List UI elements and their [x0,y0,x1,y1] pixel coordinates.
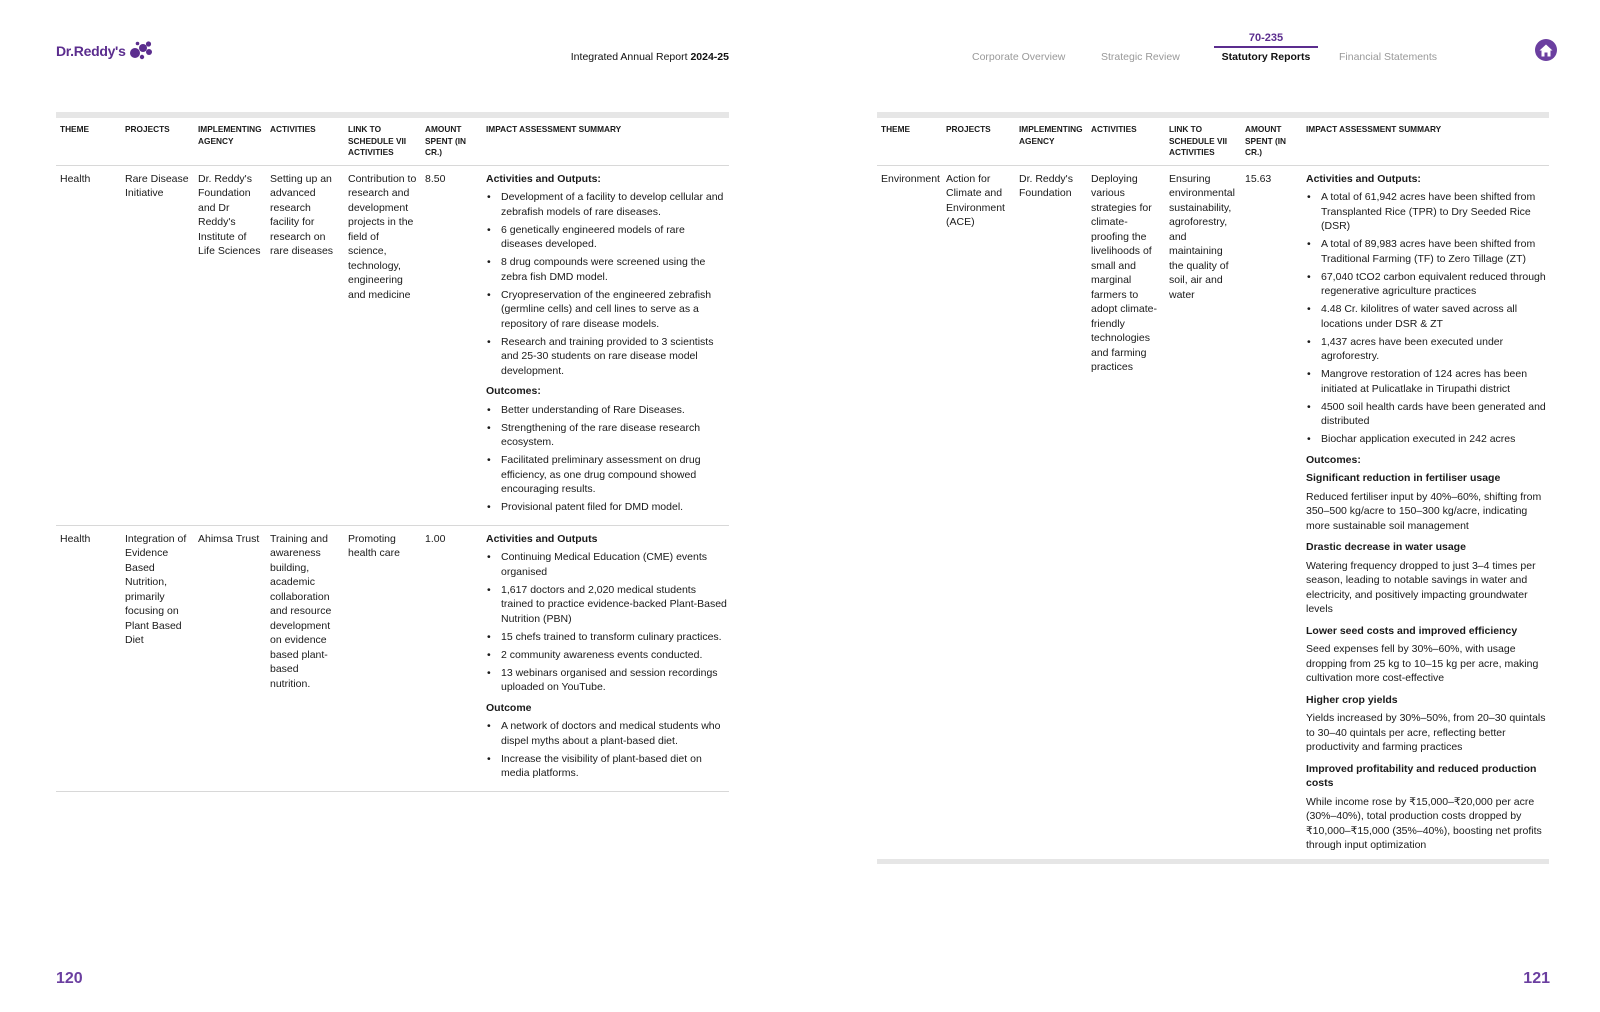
impact-section-title: Outcomes: [486,385,541,397]
list-item: • 4.48 Cr. kilolitres of water saved across all locations under DSR & ZT [1306,302,1547,331]
impact-list [486,190,727,378]
col-impact: IMPACT ASSESSMENT SUMMARY [482,118,729,165]
cell-amount: 8.50 [421,165,482,525]
list-item: • Cryopreservation of the engineered zebrafish (germline cells) and cell lines to serve as a repository of rare disease models. [486,288,727,332]
col-theme: THEME [877,118,942,165]
list-item: • 15 chefs trained to transform culinary practices. [486,630,727,645]
impact-list [486,403,727,515]
csr-table-right [877,112,1549,864]
impact-section-title: Activities and Outputs: [1306,172,1421,185]
report-title: Integrated Annual Report 2024-25 [570,51,729,63]
impact-list [486,719,727,781]
cell-project: Rare Disease Initiative [121,165,194,525]
list-item: • A total of 61,942 acres have been shifted from Transplanted Rice (TPR) to Dry Seeded Rice (DSR) [1306,190,1547,234]
col-projects: PROJECTS [942,118,1015,165]
col-agency: IMPLEMENTING AGENCY [194,118,266,165]
list-item: • Provisional patent filed for DMD model. [486,500,727,515]
outcome-heading: Lower seed costs and improved efficiency [1306,624,1518,637]
outcome-text: Yields increased by 30%–50%, from 20–30 quintals to 30–40 quintals per acre, reflecting better productivity and farming practices [1306,712,1546,753]
impact-section-title: Activities and Outputs: [486,172,601,185]
list-item: • Better understanding of Rare Diseases. [486,403,727,418]
cell-agency: Dr. Reddy's Foundation [1019,172,1073,199]
cell-activities: Deploying various strategies for climate-proofing the livelihoods of small and marginal farmers to adopt climate-friendly technologies and farming practices [1091,172,1157,373]
impact-list [1306,190,1547,447]
col-agency: IMPLEMENTING AGENCY [1015,118,1087,165]
nav-page-range: 70-235 [1248,32,1284,44]
table-bottom-bar [877,859,1549,864]
cell-project: Action for Climate and Environment (ACE) [946,172,1005,228]
table-header-row [56,118,729,165]
list-item: • 1,437 acres have been executed under agroforestry. [1306,335,1547,364]
col-link: LINK TO SCHEDULE VII ACTIVITIES [344,118,421,165]
report-year: 2024-25 [690,51,729,63]
logo-text: Dr.Reddy's [56,43,126,59]
table-row [56,165,729,525]
list-item: • Strengthening of the rare disease research ecosystem. [486,421,727,450]
page-number-left: 120 [56,970,83,987]
logo-mark-icon [129,40,153,62]
company-logo [56,40,153,62]
outcome-text: Watering frequency dropped to just 3–4 times per season, leading to notable savings in water and electricity, and positively impacting groundwater levels [1306,559,1536,615]
list-item: • Biochar application executed in 242 acres [1306,432,1547,447]
nav-corporate-overview[interactable]: Corporate Overview [972,51,1066,63]
impact-section-title: Activities and Outputs [486,532,598,545]
cell-theme: Health [56,525,121,791]
list-item: • Continuing Medical Education (CME) events organised [486,550,727,579]
list-item: • 8 drug compounds were screened using the zebra fish DMD model. [486,255,727,284]
cell-activities: Setting up an advanced research facility for research on rare diseases [266,165,344,525]
cell-impact [482,525,729,791]
cell-link: Promoting health care [344,525,421,791]
list-item: • 67,040 tCO2 carbon equivalent reduced through regenerative agriculture practices [1306,270,1547,299]
outcome-heading: Drastic decrease in water usage [1306,541,1466,553]
page-number-right: 121 [1523,970,1550,987]
nav-strategic-review[interactable]: Strategic Review [1101,51,1180,63]
cell-activities: Training and awareness building, academic collaboration and resource development on evidence based plant-based nutrition. [266,525,344,791]
list-item: • 4500 soil health cards have been generated and distributed [1306,400,1547,429]
csr-table-left [56,112,729,792]
list-item: • 2 community awareness events conducted. [486,648,727,663]
cell-theme: Health [56,165,121,525]
table-row [877,165,1549,859]
impact-section-title: Outcome [486,701,532,714]
list-item: • A network of doctors and medical students who dispel myths about a plant-based diet. [486,719,727,748]
list-item: • Research and training provided to 3 scientists and 25-30 students on rare disease model development. [486,335,727,379]
cell-link: Ensuring environmental sustainability, agroforestry, and maintaining the quality of soil, air and water [1169,172,1235,301]
list-item: • 13 webinars organised and session recordings uploaded on YouTube. [486,666,727,695]
impact-list [486,550,727,695]
list-item: • A total of 89,983 acres have been shifted from Traditional Farming (TF) to Zero Tillage (ZT) [1306,237,1547,266]
col-amount: AMOUNT SPENT (IN CR.) [1241,118,1302,165]
cell-impact [482,165,729,525]
outcome-text: Seed expenses fell by 30%–60%, with usage dropping from 25 kg to 10–15 kg per acre, making cultivation more cost-effective [1306,643,1539,684]
impact-section-title: Outcomes: [1306,453,1361,466]
list-item: • Increase the visibility of plant-based diet on media platforms. [486,752,727,781]
list-item: • Facilitated preliminary assessment on drug efficiency, as one drug compound showed encouraging results. [486,453,727,497]
cell-agency: Dr. Reddy's Foundation and Dr Reddy's Institute of Life Sciences [194,165,266,525]
list-item: • 1,617 doctors and 2,020 medical students trained to practice evidence-backed Plant-Based Nutrition (PBN) [486,583,727,627]
list-item: • Mangrove restoration of 124 acres has been initiated at Pulicatlake in Tirupathi district [1306,367,1547,396]
col-activities: ACTIVITIES [266,118,344,165]
cell-project: Integration of Evidence Based Nutrition, primarily focusing on Plant Based Diet [121,525,194,791]
cell-impact [1302,165,1549,859]
list-item: • 6 genetically engineered models of rare diseases developed. [486,223,727,252]
list-item: • Development of a facility to develop cellular and zebrafish models of rare diseases. [486,190,727,219]
nav-active-underline [1214,46,1318,48]
col-activities: ACTIVITIES [1087,118,1165,165]
table-header-row [877,118,1549,165]
col-impact: IMPACT ASSESSMENT SUMMARY [1302,118,1549,165]
cell-link: Contribution to research and development projects in the field of science, technology, engineering and medicine [344,165,421,525]
table-row [56,525,729,791]
outcome-text: Reduced fertiliser input by 40%–60%, shifting from 350–500 kg/acre to 150–300 kg/acre, indicating more sustainable soil management [1306,490,1542,532]
col-link: LINK TO SCHEDULE VII ACTIVITIES [1165,118,1241,165]
nav-statutory-reports[interactable]: Statutory Reports [1221,51,1311,63]
nav-financial-statements[interactable]: Financial Statements [1339,51,1438,63]
cell-amount: 1.00 [421,525,482,791]
cell-theme: Environment [881,172,940,185]
outcome-text: While income rose by ₹15,000–₹20,000 per acre (30%–40%), total production costs dropped by ₹10,000–₹15,000 (35%–40%), boosting net profits through input optimization [1306,795,1542,851]
col-theme: THEME [56,118,121,165]
col-amount: AMOUNT SPENT (IN CR.) [421,118,482,165]
outcome-heading: Significant reduction in fertiliser usage [1306,472,1501,484]
outcome-heading: Improved profitability and reduced production costs [1306,762,1537,789]
col-projects: PROJECTS [121,118,194,165]
home-icon[interactable] [1535,39,1557,61]
outcome-heading: Higher crop yields [1306,693,1398,706]
cell-agency: Ahimsa Trust [194,525,266,791]
cell-amount: 15.63 [1245,172,1272,185]
